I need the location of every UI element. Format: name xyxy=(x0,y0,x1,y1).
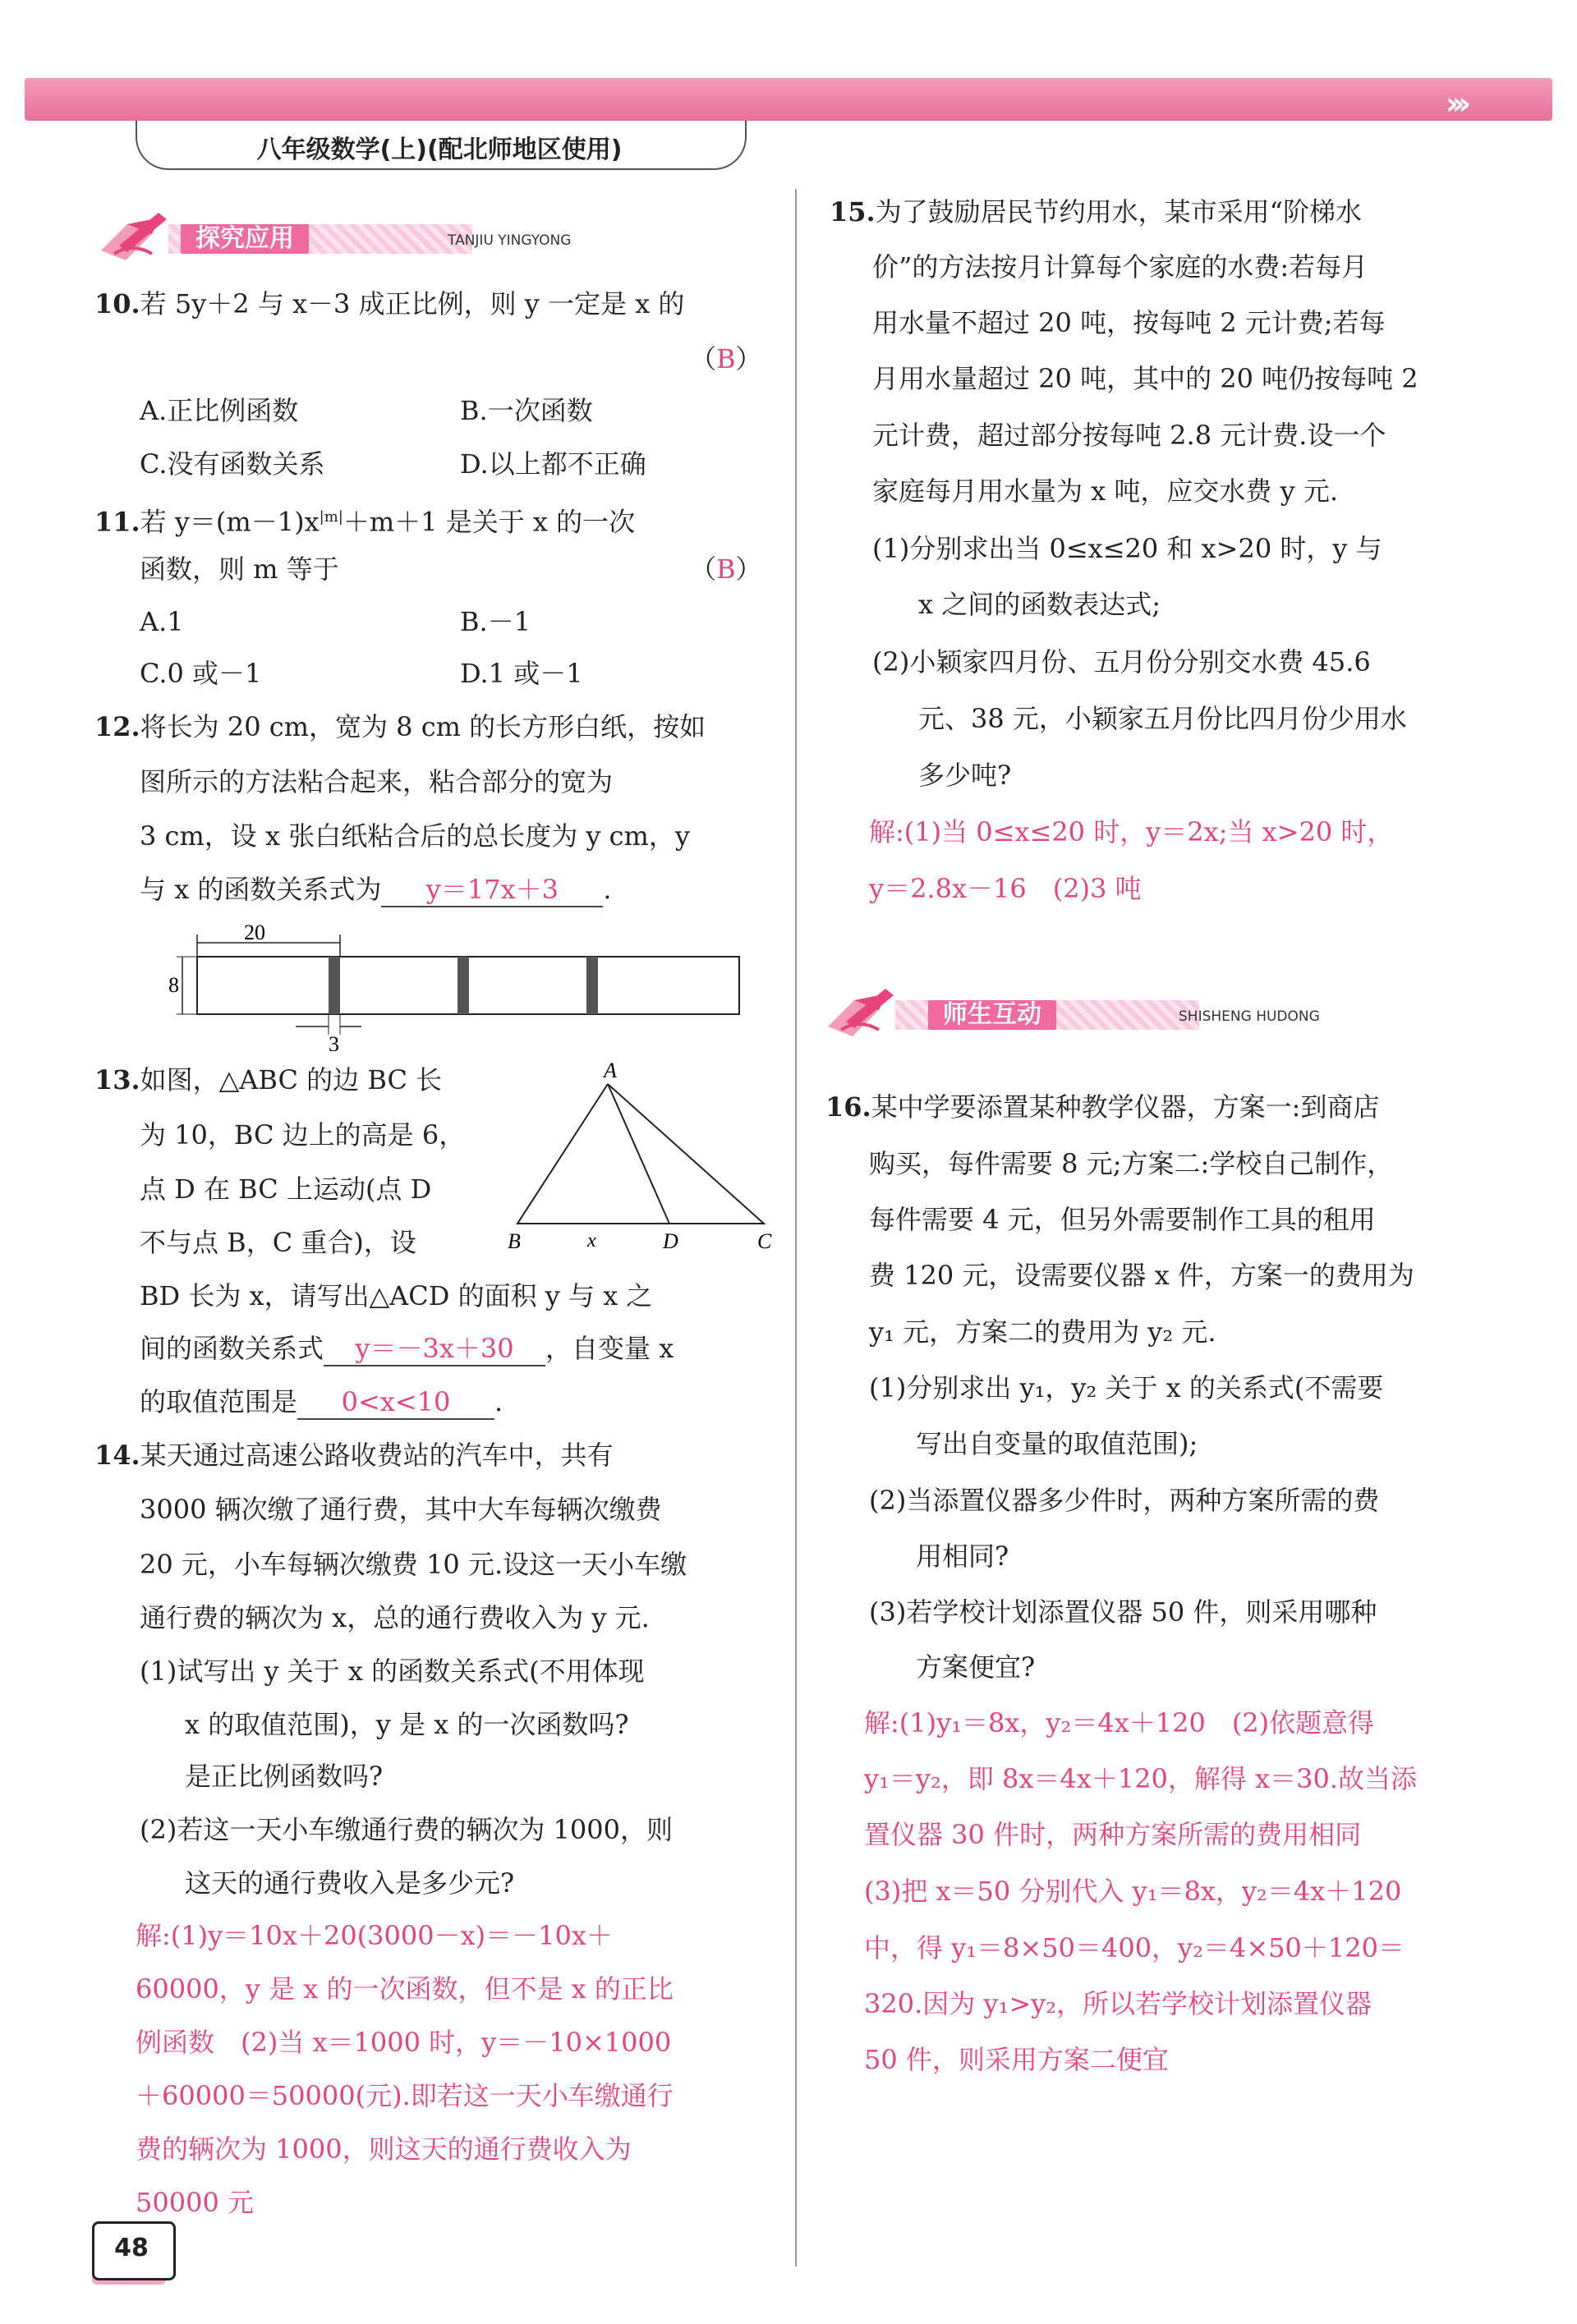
q12-line2: 图所示的方法粘合起来，粘合部分的宽为 xyxy=(140,766,614,797)
q14-part2-line1: (2)若这一天小车缴通行费的辆次为 1000，则 xyxy=(140,1814,673,1845)
q13-line5: BD 长为 x，请写出△ACD 的面积 y 与 x 之 xyxy=(140,1280,653,1311)
q16-solution-line4: (3)把 x＝50 分别代入 y₁＝8x，y₂＝4x＋120 xyxy=(864,1876,1402,1907)
q10-option-a: A.正比例函数 xyxy=(140,395,299,426)
q14-solution-line2: 60000，y 是 x 的一次函数，但不是 x 的正比 xyxy=(136,1973,674,2005)
q10-answer: （B） xyxy=(690,343,762,374)
pencil-book-icon xyxy=(821,985,900,1038)
vertex-b-label: B xyxy=(508,1229,521,1253)
q12-line4: 与 x 的函数关系式为 y＝17x＋3 . xyxy=(140,873,612,907)
q11-option-b: B.－1 xyxy=(460,606,531,637)
q10-option-c: C.没有函数关系 xyxy=(140,448,325,480)
strip-figure xyxy=(164,920,756,1051)
q16-solution-line7: 50 件，则采用方案二便宜 xyxy=(864,2044,1169,2075)
point-d-label: D xyxy=(663,1229,678,1253)
figure-overlap-label: 3 xyxy=(329,1032,339,1051)
q10-option-d: D.以上都不正确 xyxy=(460,448,646,480)
page-number: 48 xyxy=(114,2234,149,2262)
q14-part1-line2: x 的取值范围)，y 是 x 的一次函数吗? xyxy=(185,1709,629,1740)
q16-line5: y₁ 元，方案二的费用为 y₂ 元. xyxy=(869,1316,1216,1348)
vertex-c-label: C xyxy=(757,1229,772,1253)
q15-part2-line2: 元、38 元，小颖家五月份比四月份少用水 xyxy=(918,703,1407,734)
q16-solution-line1: 解:(1)y₁＝8x，y₂＝4x＋120 (2)依题意得 xyxy=(864,1707,1375,1738)
header-band xyxy=(25,78,1552,121)
q15-line6: 家庭每月用水量为 x 吨，应交水费 y 元. xyxy=(872,475,1338,507)
page-header-title: 八年级数学(上)(配北师地区使用) xyxy=(256,135,623,164)
q14-line3: 20 元，小车每辆次缴费 10 元.设这一天小车缴 xyxy=(140,1549,687,1580)
q15-line4: 月用水量超过 20 吨，其中的 20 吨仍按每吨 2 xyxy=(872,363,1418,394)
q14-line4: 通行费的辆次为 x，总的通行费收入为 y 元. xyxy=(140,1602,650,1633)
q15-solution-line1: 解:(1)当 0≤x≤20 时，y＝2x;当 x>20 时， xyxy=(869,816,1394,847)
q11-line2: 函数，则 m 等于 xyxy=(140,553,339,585)
q16-solution-line5: 中，得 y₁＝8×50＝400，y₂＝4×50＋120＝ xyxy=(864,1932,1405,1963)
column-divider xyxy=(795,189,797,2267)
section-title: 探究应用 xyxy=(181,224,309,254)
q16-line4: 费 120 元，设需要仪器 x 件，方案一的费用为 xyxy=(869,1260,1414,1291)
q11-option-a: A.1 xyxy=(140,606,184,637)
q14-part2-line2: 这天的通行费收入是多少元? xyxy=(185,1867,515,1899)
q16-solution-line2: y₁＝y₂，即 8x＝4x＋120，解得 x＝30.故当添 xyxy=(864,1763,1417,1794)
q13-line4: 不与点 B，C 重合)，设 xyxy=(140,1227,416,1258)
section-banner-explore xyxy=(94,209,572,262)
q13-line7: 的取值范围是 0<x<10 . xyxy=(140,1385,503,1420)
q11-option-d: D.1 或－1 xyxy=(460,658,583,689)
q10-option-b: B.一次函数 xyxy=(460,395,593,426)
pencil-book-icon xyxy=(94,209,173,262)
q15-part2-line3: 多少吨? xyxy=(918,760,1012,791)
q11-answer: （B） xyxy=(690,553,762,585)
q11-line1: 11.若 $y=(m-1)x^{|m|}+m+1$ 是关于 x 的一次 xyxy=(94,506,636,538)
section-banner-interact xyxy=(821,985,1331,1038)
q12-line1: 12.将长为 20 cm，宽为 8 cm 的长方形白纸，按如 xyxy=(94,711,706,742)
section-title: 师生互动 xyxy=(928,1000,1056,1030)
q15-part2-line1: (2)小颖家四月份、五月份分别交水费 45.6 xyxy=(872,646,1371,677)
q10-line1: 10.若 5y＋2 与 x－3 成正比例，则 y 一定是 x 的 xyxy=(94,288,685,319)
figure-height-label: 8 xyxy=(168,973,179,997)
q16-part3-line2: 方案便宜? xyxy=(916,1651,1036,1683)
q14-solution-line6: 50000 元 xyxy=(136,2187,254,2218)
section-pinyin: SHISHENG HUDONG xyxy=(1179,1008,1320,1025)
q12-line3: 3 cm，设 x 张白纸粘合后的总长度为 y cm，y xyxy=(140,820,690,852)
q16-part2-line1: (2)当添置仪器多少件时，两种方案所需的费 xyxy=(869,1485,1380,1516)
q13-line1: 13.如图，△ABC 的边 BC 长 xyxy=(94,1064,443,1095)
q16-part3-line1: (3)若学校计划添置仪器 50 件，则采用哪种 xyxy=(869,1596,1377,1628)
vertex-a-label: A xyxy=(604,1059,617,1082)
q15-line3: 用水量不超过 20 吨，按每吨 2 元计费;若每 xyxy=(872,307,1386,338)
q14-solution-line5: 费的辆次为 1000，则这天的通行费收入为 xyxy=(136,2133,632,2165)
q16-part2-line2: 用相同? xyxy=(916,1541,1009,1572)
triangle-figure xyxy=(493,1059,788,1265)
q14-line1: 14.某天通过高速公路收费站的汽车中，共有 xyxy=(94,1440,614,1471)
q15-part1-line1: (1)分别求出当 0≤x≤20 和 x>20 时，y 与 xyxy=(872,533,1382,564)
q14-line2: 3000 辆次缴了通行费，其中大车每辆次缴费 xyxy=(140,1494,662,1525)
q16-line3: 每件需要 4 元，但另外需要制作工具的租用 xyxy=(869,1204,1376,1235)
segment-x-label: x xyxy=(587,1230,596,1252)
q13-line6: 间的函数关系式 y＝－3x＋30 ，自变量 x xyxy=(140,1332,674,1366)
q16-line1: 16.某中学要添置某种教学仪器，方案一:到商店 xyxy=(825,1091,1380,1123)
q14-solution-line4: ＋60000＝50000(元).即若这一天小车缴通行 xyxy=(136,2080,674,2111)
q14-part1-line3: 是正比例函数吗? xyxy=(185,1761,384,1792)
q11-option-c: C.0 或－1 xyxy=(140,658,262,689)
chevron-right-icon: ››› xyxy=(1446,85,1464,122)
q16-part1-line1: (1)分别求出 y₁，y₂ 关于 x 的关系式(不需要 xyxy=(869,1372,1384,1403)
q16-solution-line3: 置仪器 30 件时，两种方案所需的费用相同 xyxy=(864,1819,1362,1850)
q15-part1-line2: x 之间的函数表达式; xyxy=(918,589,1161,620)
q13-line2: 为 10，BC 边上的高是 6， xyxy=(140,1119,466,1151)
q13-line3: 点 D 在 BC 上运动(点 D xyxy=(140,1173,432,1205)
q16-solution-line6: 320.因为 y₁>y₂，所以若学校计划添置仪器 xyxy=(864,1988,1372,2019)
section-pinyin: TANJIU YINGYONG xyxy=(448,232,572,249)
q15-line1: 15.为了鼓励居民节约用水，某市采用“阶梯水 xyxy=(830,196,1363,227)
q15-solution-line2: y＝2.8x－16 (2)3 吨 xyxy=(869,873,1142,904)
q14-solution-line1: 解:(1)y＝10x＋20(3000－x)＝－10x＋ xyxy=(136,1920,613,1951)
q16-part1-line2: 写出自变量的取值范围); xyxy=(916,1428,1198,1459)
q15-line5: 元计费，超过部分按每吨 2.8 元计费.设一个 xyxy=(872,420,1386,451)
q15-line2: 价”的方法按月计算每个家庭的水费:若每月 xyxy=(872,251,1368,282)
figure-width-label: 20 xyxy=(244,921,265,944)
q16-line2: 购买，每件需要 8 元;方案二:学校自己制作， xyxy=(869,1148,1394,1179)
q14-part1-line1: (1)试写出 y 关于 x 的函数关系式(不用体现 xyxy=(140,1656,645,1687)
q14-solution-line3: 例函数 (2)当 x＝1000 时，y＝－10×1000 xyxy=(136,2027,672,2058)
